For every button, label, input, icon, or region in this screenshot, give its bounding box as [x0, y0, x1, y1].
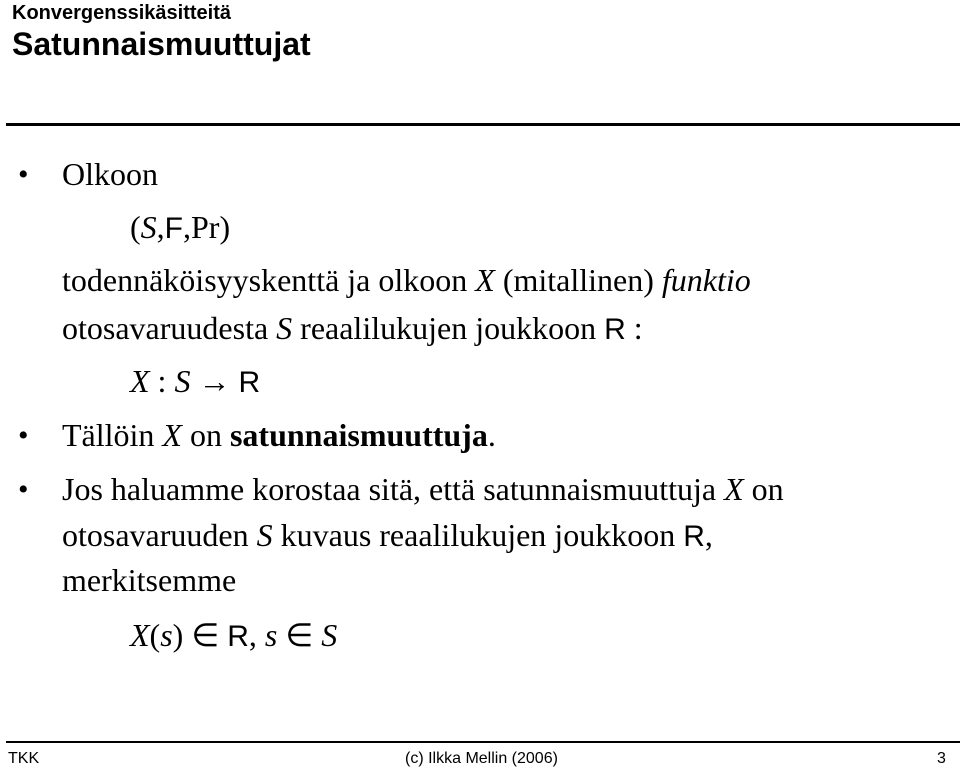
bullet-3-line-2: otosavaruuden S kuvaus reaalilukujen joukkoon R,	[62, 517, 713, 553]
bullet-2-marker: •	[18, 419, 29, 452]
definition-line-1: todennäköisyyskenttä ja olkoon X (mitallinen) funktio	[62, 262, 751, 298]
bullet-1-marker: •	[18, 158, 29, 191]
bullet-2-text: Tällöin X on satunnaismuuttuja.	[62, 417, 496, 453]
footer-copyright: (c) Ilkka Mellin (2006)	[405, 750, 558, 767]
mapping-expression: X : S → R	[130, 363, 261, 399]
slide-title: Satunnaismuuttujat	[12, 26, 311, 62]
bullet-1-text: Olkoon	[62, 156, 158, 192]
bullet-3-line-1: Jos haluamme korostaa sitä, että satunnaismuuttuja X on	[62, 471, 784, 507]
bullet-3-line-3: merkitsemme	[62, 562, 237, 598]
definition-line-2: otosavaruudesta S reaalilukujen joukkoon R :	[62, 310, 643, 346]
footer-institution: TKK	[8, 750, 40, 767]
bullet-3-marker: •	[18, 473, 29, 506]
header-divider	[6, 123, 960, 126]
value-membership-formula: X(s) ∈ R, s ∈ S	[130, 617, 338, 653]
slide-subtitle: Konvergenssikäsitteitä	[12, 2, 231, 24]
probability-space-expression: (S,F,Pr)	[130, 209, 231, 245]
footer-divider	[6, 741, 960, 743]
footer-page-number: 3	[937, 750, 946, 767]
